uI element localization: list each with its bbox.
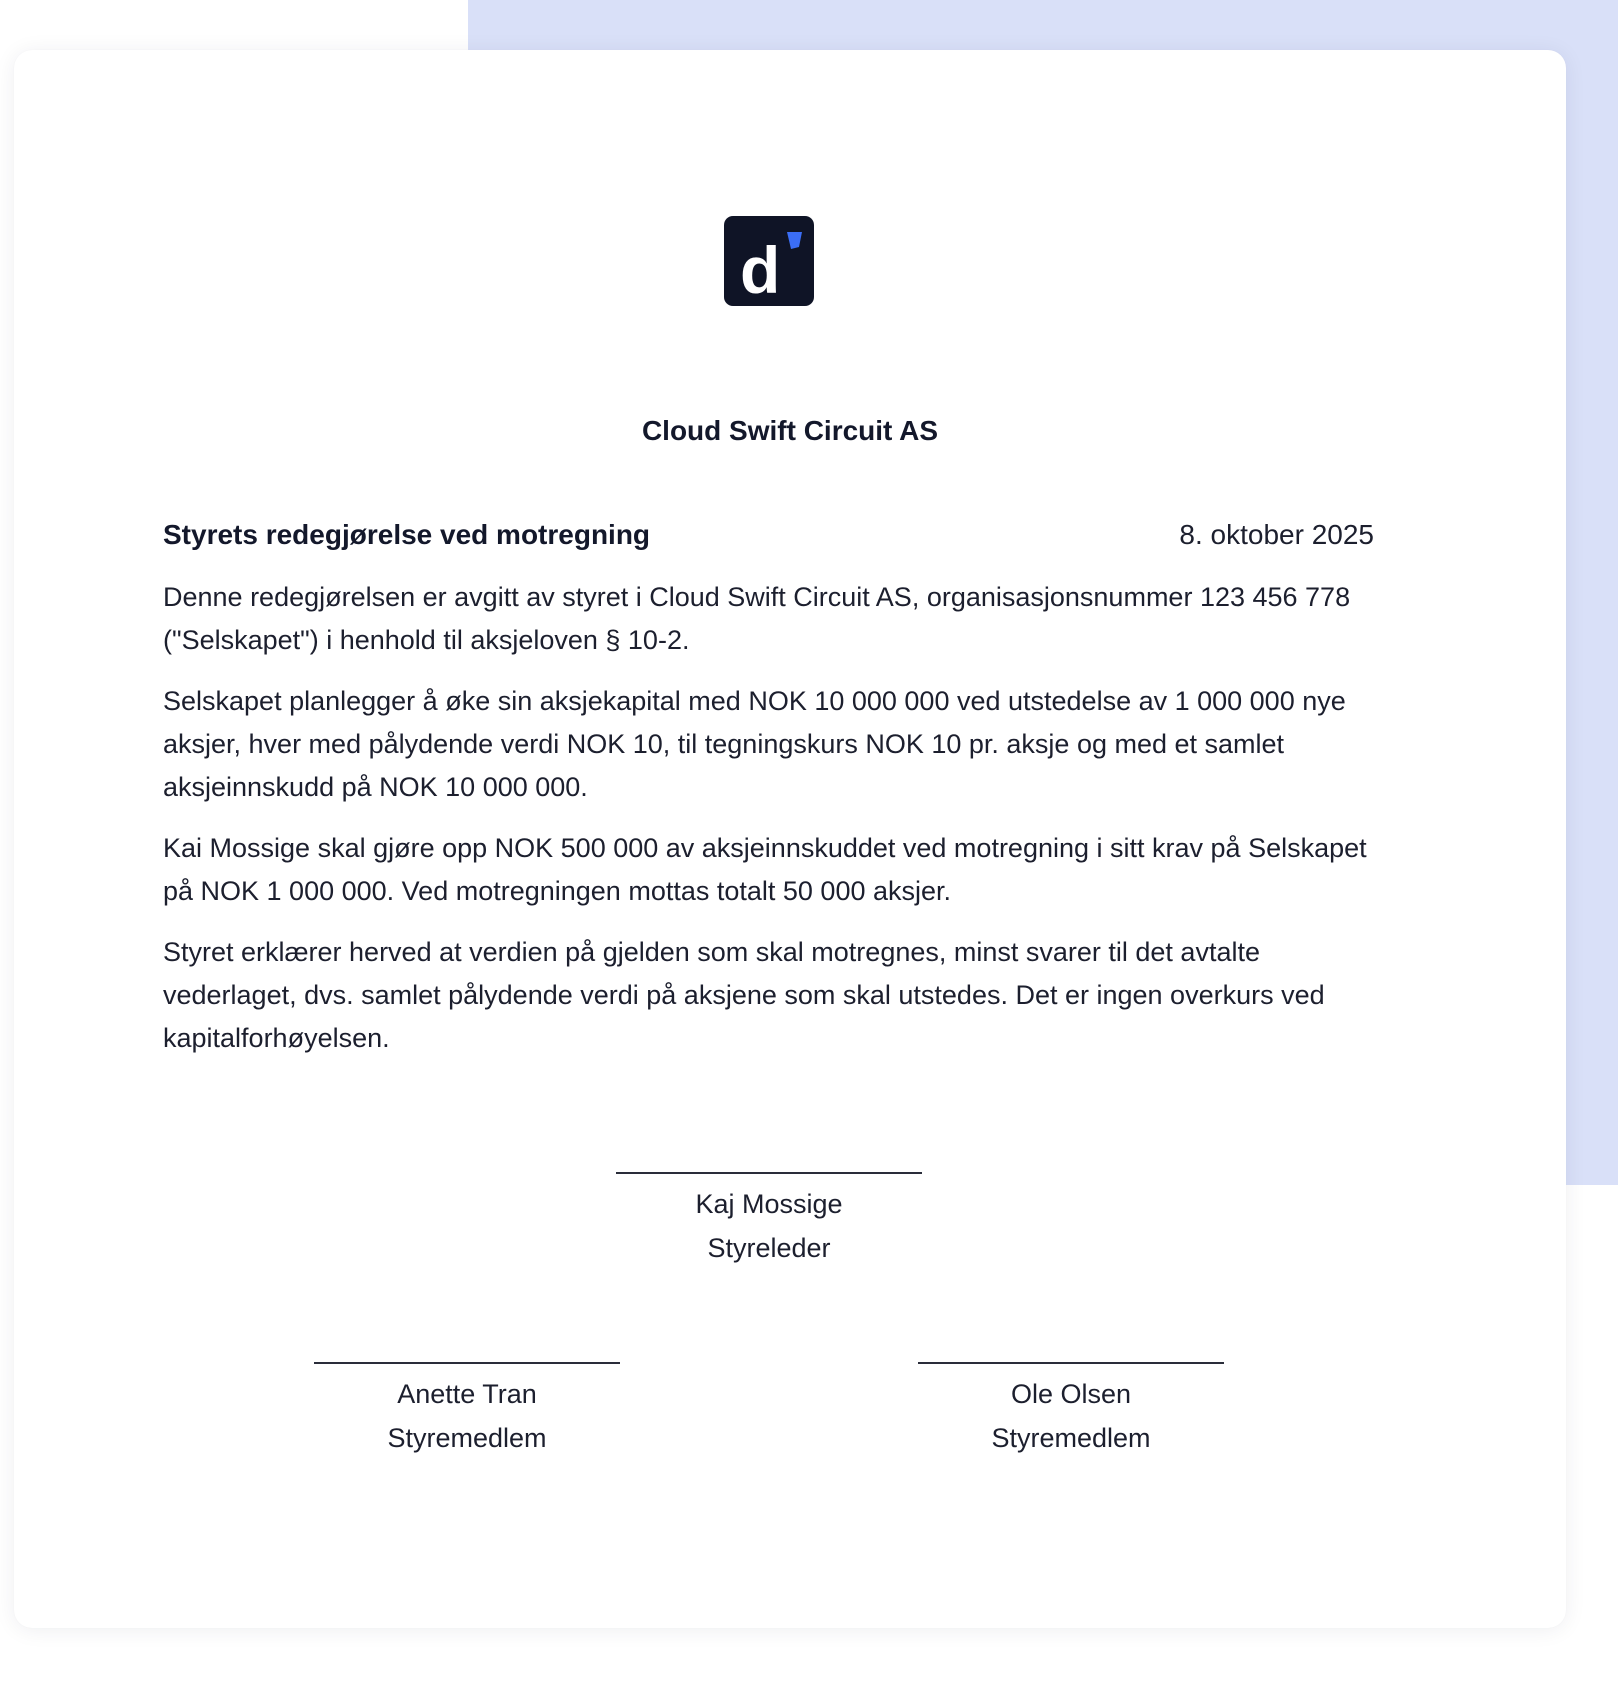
paragraph: Styret erklærer herved at verdien på gjelden som skal motregnes, minst svarer til det avtalte vederlaget, dvs. samlet pålydende verdi på aksjene som skal utstedes. Det er ingen overkurs ved kapitalforhøyelsen.	[163, 937, 1325, 1053]
signer-name: Ole Olsen	[1010, 1379, 1132, 1409]
document-header	[163, 519, 1374, 551]
logo-glyph	[724, 216, 814, 306]
company-logo-icon	[724, 216, 814, 306]
signer-name: Anette Tran	[397, 1379, 537, 1409]
company-name: Cloud Swift Circuit AS	[641, 415, 939, 446]
paragraph: Kai Mossige skal gjøre opp NOK 500 000 av aksjeinnskuddet ved motregning i sitt krav på Selskapet på NOK 1 000 000. Ved motregningen mottas totalt 50 000 aksjer.	[163, 833, 1367, 906]
document-date: 8. oktober 2025	[1179, 519, 1374, 550]
signature-block-chair	[616, 1172, 922, 1270]
signature-block-member-1	[314, 1362, 620, 1460]
signer-role: Styreleder	[707, 1233, 831, 1263]
document-body	[163, 576, 1379, 1078]
signature-line	[616, 1172, 922, 1174]
paragraph: Denne redegjørelsen er avgitt av styret i Cloud Swift Circuit AS, organisasjonsnummer 123 456 778 ("Selskapet") i henhold til aksjeloven § 10-2.	[163, 582, 1351, 655]
signature-line	[918, 1362, 1224, 1364]
document-card	[14, 50, 1566, 1628]
signature-line	[314, 1362, 620, 1364]
signer-role: Styremedlem	[991, 1423, 1151, 1453]
signer-name: Kaj Mossige	[695, 1189, 843, 1219]
paragraph: Selskapet planlegger å øke sin aksjekapital med NOK 10 000 000 ved utstedelse av 1 000 000 nye aksjer, hver med pålydende verdi NOK 10, til tegningskurs NOK 10 pr. aksje og med et samlet aksjeinnskudd på NOK 10 000 000.	[163, 686, 1346, 802]
logo-letter: d	[740, 233, 781, 306]
signature-block-member-2	[918, 1362, 1224, 1460]
logo-accent-mark	[787, 232, 802, 249]
document-title: Styrets redegjørelse ved motregning	[163, 519, 651, 550]
signer-role: Styremedlem	[387, 1423, 547, 1453]
